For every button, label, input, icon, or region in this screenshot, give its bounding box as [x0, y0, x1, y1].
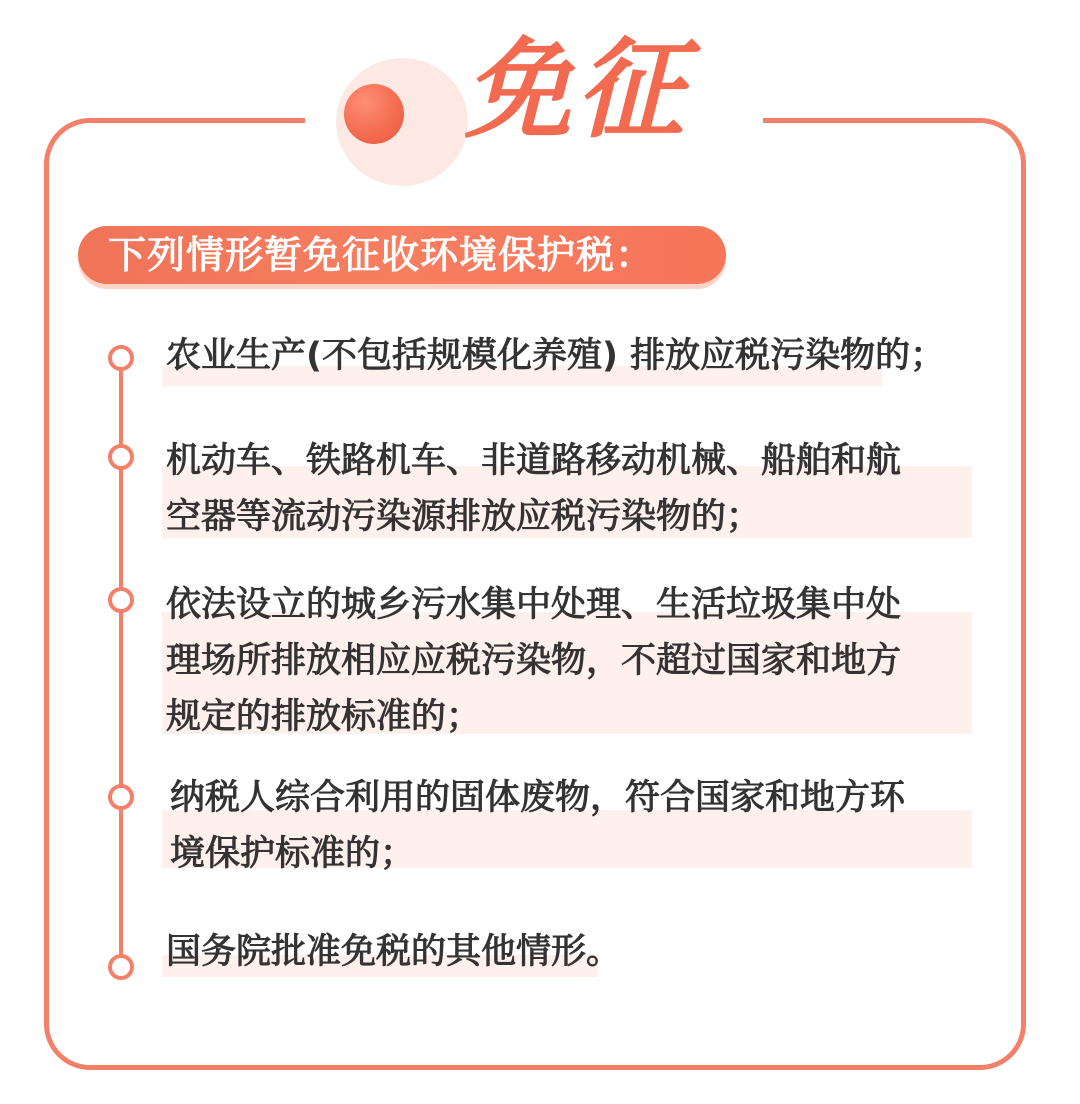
timeline-node-icon [108, 954, 134, 980]
list-item: 纳税人综合利用的固体废物，符合国家和地方环 境保护标准的； [170, 778, 906, 874]
banner-text: 下列情形暂免征收环境保护税： [108, 233, 655, 277]
page-title: 免征 [464, 28, 689, 153]
section-banner [78, 226, 726, 284]
timeline-node-icon [108, 444, 134, 470]
list-item: 国务院批准免税的其他情形。 [166, 932, 622, 972]
title-dot-icon [344, 84, 404, 144]
list-item: 机动车、铁路机车、非道路移动机械、船舶和航 空器等流动污染源排放应税污染物的； [166, 441, 902, 537]
timeline-node-icon [108, 345, 134, 371]
timeline-node-icon [108, 784, 134, 810]
list-item: 依法设立的城乡污水集中处理、生活垃圾集中处 理场所排放相应应税污染物，不超过国家和地方 规定的排放标准的； [166, 585, 902, 737]
list-item: 农业生产(不包括规模化养殖) 排放应税污染物的； [166, 336, 946, 376]
timeline-node-icon [108, 587, 134, 613]
